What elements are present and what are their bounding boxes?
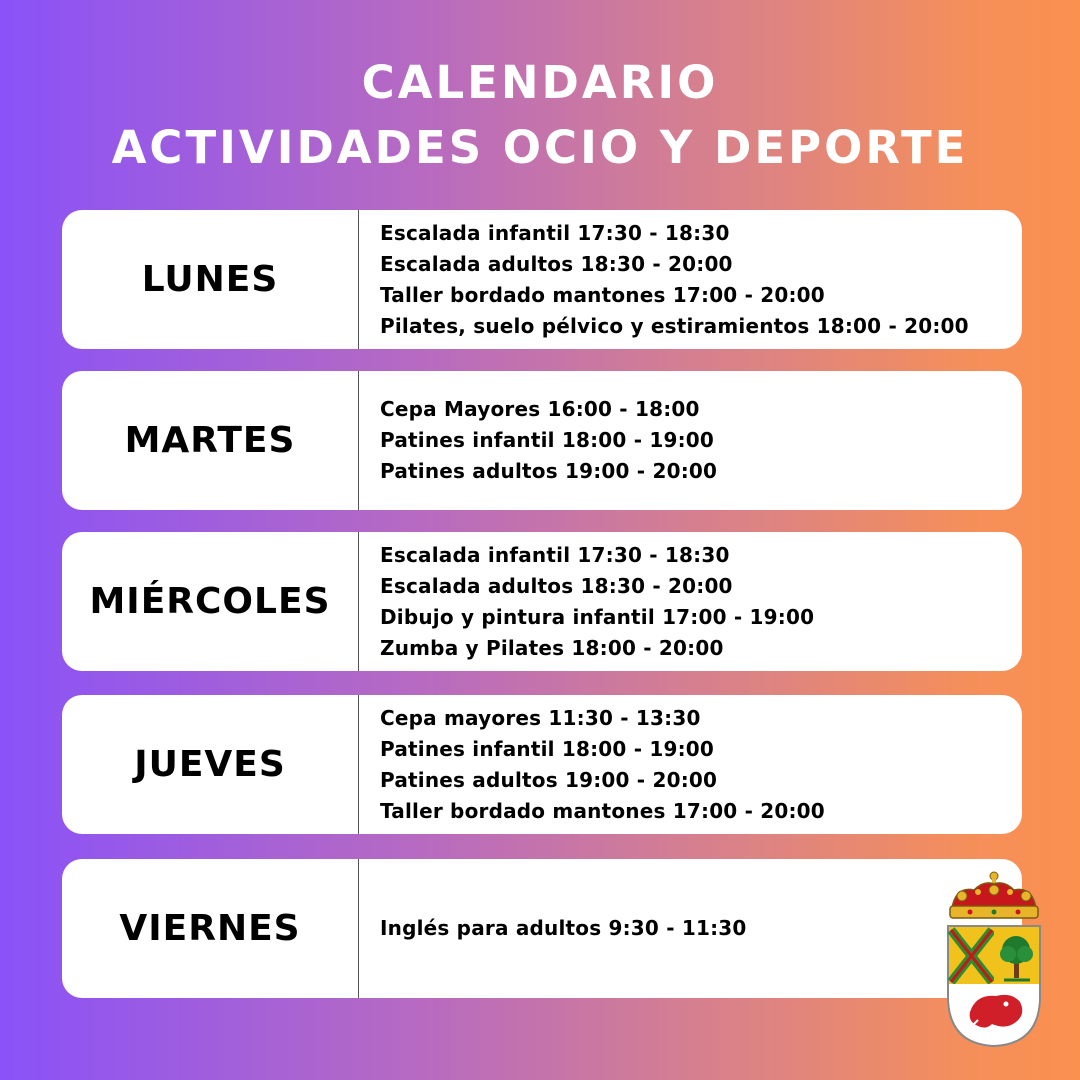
shield-icon xyxy=(948,926,1040,1046)
day-label: MIÉRCOLES xyxy=(89,581,331,622)
day-card-viernes xyxy=(62,859,1022,998)
divider xyxy=(358,695,359,834)
activity-item: Dibujo y pintura infantil 17:00 - 19:00 xyxy=(380,604,815,629)
activity-item: Patines infantil 18:00 - 19:00 xyxy=(380,736,715,761)
activity-item: Escalada infantil 17:30 - 18:30 xyxy=(380,220,730,245)
day-card-martes xyxy=(62,371,1022,510)
divider xyxy=(358,210,359,349)
activity-list xyxy=(380,532,1012,671)
divider xyxy=(358,859,359,998)
activity-item: Patines adultos 19:00 - 20:00 xyxy=(380,459,718,483)
divider xyxy=(358,532,359,671)
activity-item: Taller bordado mantones 17:00 - 20:00 xyxy=(380,282,825,307)
day-card-lunes xyxy=(62,210,1022,349)
day-card-jueves xyxy=(62,695,1022,834)
activity-item: Patines infantil 18:00 - 19:00 xyxy=(380,428,715,452)
divider xyxy=(358,371,359,510)
activity-item: Cepa Mayores 16:00 - 18:00 xyxy=(380,397,700,421)
day-card-miercoles xyxy=(62,532,1022,671)
activity-item: Pilates, suelo pélvico y estiramientos 18:00 - 20:00 xyxy=(380,313,969,338)
day-label: LUNES xyxy=(141,259,279,300)
activity-list xyxy=(380,371,1012,510)
coat-of-arms-icon xyxy=(942,870,1046,1050)
crown-icon xyxy=(950,872,1038,918)
activity-item: Escalada adultos 18:30 - 20:00 xyxy=(380,573,733,598)
day-label: MARTES xyxy=(124,420,296,461)
title-calendario: CALENDARIO xyxy=(361,56,719,109)
day-label: JUEVES xyxy=(134,744,286,785)
day-label: VIERNES xyxy=(119,908,301,949)
activity-item: Cepa mayores 11:30 - 13:30 xyxy=(380,705,701,730)
activity-item: Patines adultos 19:00 - 20:00 xyxy=(380,767,718,792)
activity-list xyxy=(380,859,1012,998)
activity-item: Zumba y Pilates 18:00 - 20:00 xyxy=(380,635,724,660)
activity-list xyxy=(380,210,1012,349)
activity-item: Escalada infantil 17:30 - 18:30 xyxy=(380,542,730,567)
activity-item: Taller bordado mantones 17:00 - 20:00 xyxy=(380,798,825,823)
title-actividades: ACTIVIDADES OCIO Y DEPORTE xyxy=(111,121,969,174)
activity-item: Inglés para adultos 9:30 - 11:30 xyxy=(380,916,747,940)
activity-item: Escalada adultos 18:30 - 20:00 xyxy=(380,251,733,276)
activity-list xyxy=(380,695,1012,834)
